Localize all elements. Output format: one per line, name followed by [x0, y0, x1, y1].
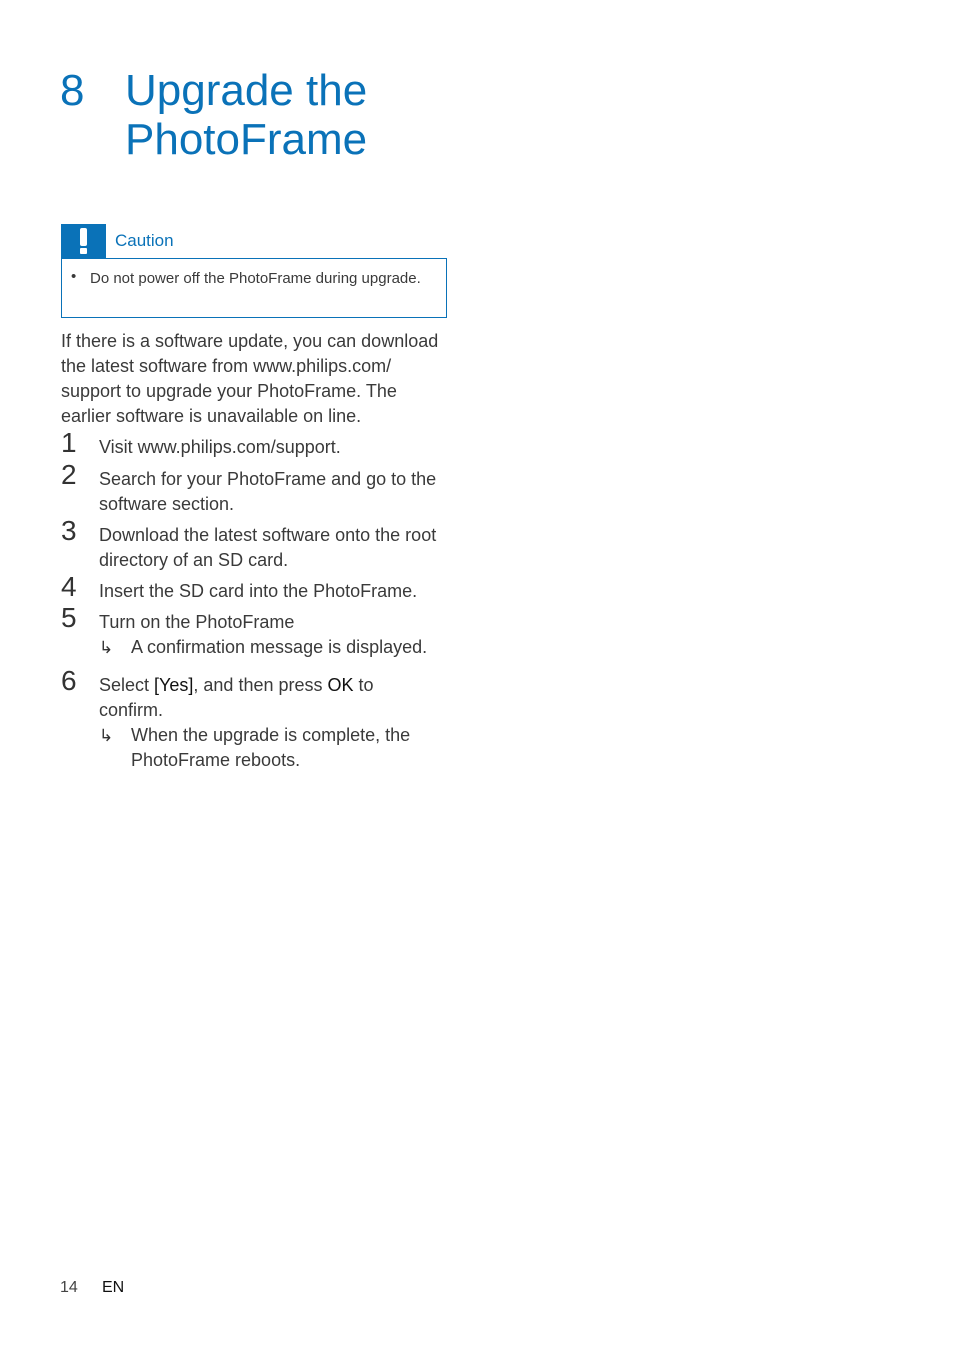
bullet-icon: • [71, 268, 77, 285]
step-result-6: When the upgrade is complete, the PhotoFrame reboots. [131, 725, 411, 770]
step-number-2: 2 [61, 459, 77, 490]
caution-label: Caution [115, 231, 174, 250]
ok-key: OK [327, 675, 354, 695]
step-text-6 [99, 673, 399, 723]
step-number-1: 1 [61, 427, 77, 458]
step-text-2: Search for your PhotoFrame and go to the software section. [99, 469, 437, 514]
yes-option: [Yes] [154, 675, 194, 695]
step-6-post: to confirm. [99, 675, 374, 720]
result-arrow-icon: ↳ [99, 726, 114, 745]
step-number-4: 4 [61, 571, 77, 602]
step-6-mid: , and then press [193, 675, 328, 695]
step-6-pre: Select [99, 675, 155, 695]
intro-paragraph: If there is a software update, you can download the latest software from www.philips.com/ support to upgrade your PhotoFrame. The earlier software is unavailable on line. [61, 331, 439, 426]
caution-header [61, 224, 447, 258]
caution-item: Do not power off the PhotoFrame during upgrade. [90, 270, 421, 287]
step-number-6: 6 [61, 665, 77, 696]
step-result-5: A confirmation message is displayed. [131, 637, 428, 657]
chapter-number: 8 [60, 66, 85, 115]
exclamation-icon [61, 224, 106, 258]
result-arrow-icon: ↳ [99, 638, 114, 657]
language-code: EN [102, 1279, 125, 1296]
step-number-3: 3 [61, 515, 77, 546]
step-text-3: Download the latest software onto the root directory of an SD card. [99, 525, 437, 570]
chapter-title: Upgrade the PhotoFrame [125, 66, 368, 164]
page-number: 14 [60, 1279, 78, 1296]
step-number-5: 5 [61, 602, 77, 633]
step-text-5: Turn on the PhotoFrame [99, 612, 295, 632]
caution-box [61, 258, 447, 318]
step-text-4: Insert the SD card into the PhotoFrame. [99, 581, 418, 601]
step-text-1: Visit www.philips.com/support. [99, 437, 341, 457]
